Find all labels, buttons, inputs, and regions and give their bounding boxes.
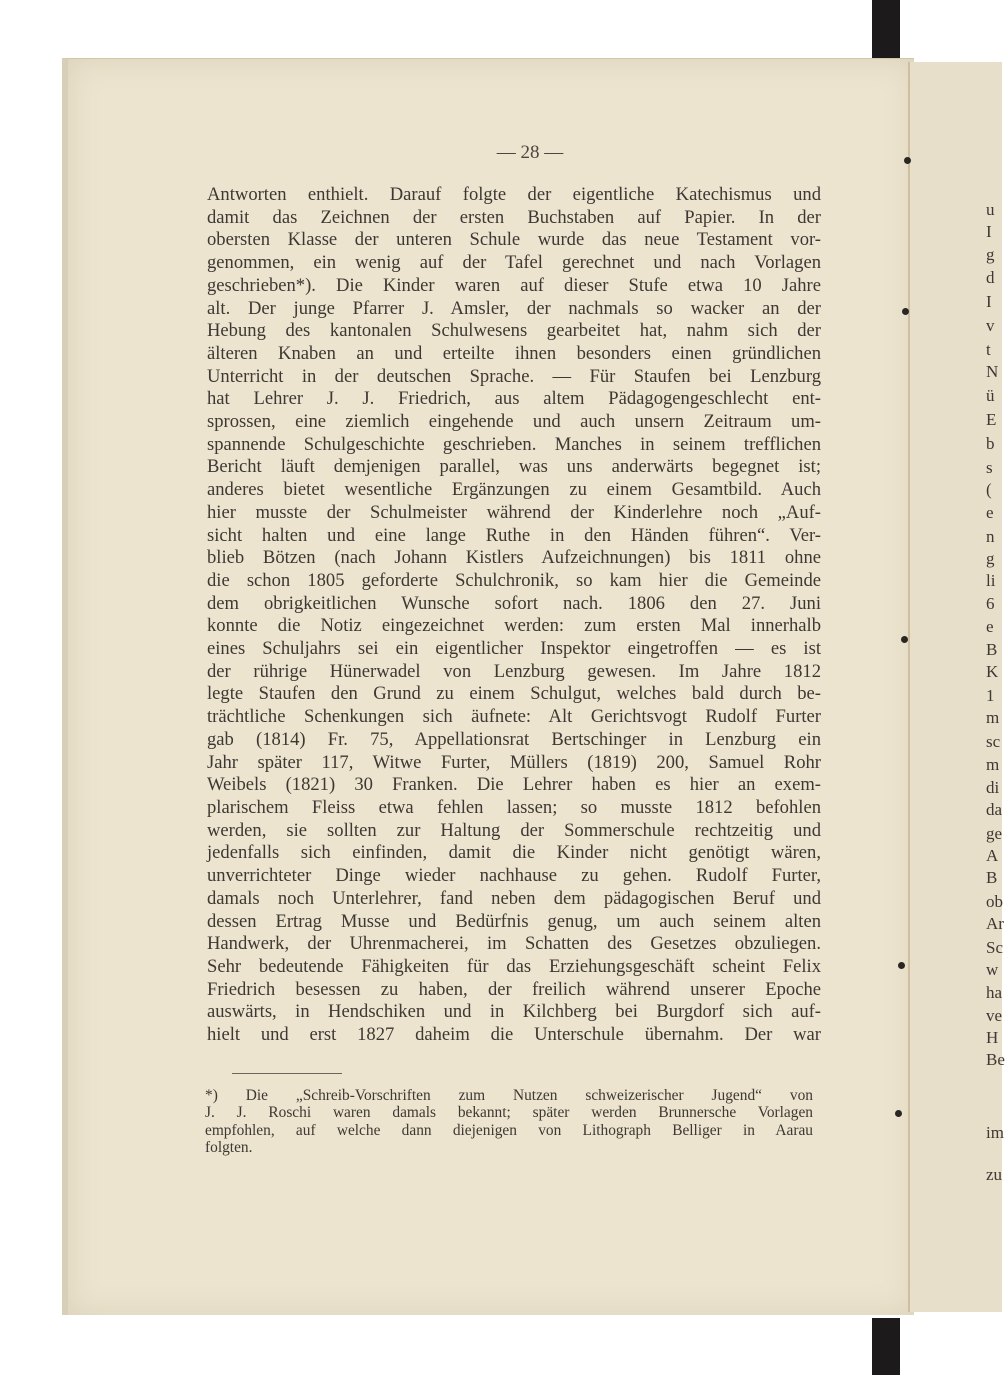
text-line: hier musste der Schulmeister während der Kinderlehre noch „Auf-: [207, 501, 821, 523]
text-line: Bericht läuft demjenigen parallel, was uns anderwärts begegnet ist;: [207, 456, 821, 478]
text-line: Weibels (1821) 30 Franken. Die Lehrer haben es hier an exem-: [207, 774, 821, 796]
text-line: spannende Schulgeschichte geschrieben. Manches in seinem trefflichen: [207, 433, 821, 455]
facing-page-fragment: I: [986, 292, 992, 311]
footnote-rule: [232, 1073, 342, 1074]
text-line: Sehr bedeutende Fähigkeiten für das Erziehungsgeschäft scheint Felix: [207, 955, 821, 977]
facing-page-fragment: Sc: [986, 938, 1003, 957]
facing-page-fragment: ü: [986, 386, 995, 405]
text-line: alt. Der junge Pfarrer J. Amsler, der nachmals so wacker an der: [207, 297, 821, 319]
text-line: geschrieben*). Die Kinder waren auf dieser Stufe etwa 10 Jahre: [207, 274, 821, 296]
text-line: konnte die Notiz eingezeichnet werden: zum ersten Mal innerhalb: [207, 615, 821, 637]
facing-page-fragment: m: [986, 755, 1000, 774]
facing-page-fragment: n: [986, 527, 995, 546]
facing-page-fragment: w: [986, 960, 999, 979]
footnote-line: empfohlen, auf welche dann diejenigen von Lithograph Belliger in Aarau: [205, 1121, 813, 1139]
text-line: unverrichteter Dinge wieder nachhause zu gehen. Rudolf Furter,: [207, 865, 821, 887]
facing-page-fragment: zu: [986, 1165, 1003, 1184]
text-line: Friedrich besessen zu haben, der freilich während unserer Epoche: [207, 978, 821, 1000]
facing-page-fragment: (: [986, 480, 992, 499]
binding-strip-top: [872, 0, 900, 62]
text-line: dessen Ertrag Musse und Bedürfnis genug, um auch seinem alten: [207, 910, 821, 932]
facing-page-fragment: E: [986, 410, 997, 429]
binding-hole-mark: [901, 636, 908, 643]
text-line: jedenfalls sich einfinden, damit die Kinder nicht genötigt wären,: [207, 842, 821, 864]
text-line: sicht halten und eine lange Ruthe in den Händen führen“. Ver-: [207, 524, 821, 546]
facing-page-fragment: ha: [986, 983, 1003, 1002]
text-line: plarischem Fleiss etwa fehlen lassen; so musste 1812 befohlen: [207, 796, 821, 818]
facing-page-fragment: Be: [986, 1050, 1005, 1069]
facing-page-fragment: d: [986, 268, 995, 287]
facing-page-fragment: sc: [986, 732, 1001, 751]
text-line: hat Lehrer J. J. Friedrich, aus altem Pädagogengeschlecht ent-: [207, 388, 821, 410]
footnote-line: folgten.: [205, 1138, 253, 1156]
text-line: Hebung des kantonalen Schulwesens gearbeitet hat, nahm sich der: [207, 320, 821, 342]
text-line: dem obrigkeitlichen Wunsche sofort nach. 1806 den 27. Juni: [207, 592, 821, 614]
facing-page-fragment: 1: [986, 686, 995, 705]
facing-page-fragment: A: [986, 846, 999, 865]
text-line: Unterricht in der deutschen Sprache. — Für Staufen bei Lenzburg: [207, 365, 821, 387]
facing-page-fragment: N: [986, 362, 999, 381]
facing-page-fragment: Ar: [986, 914, 1004, 933]
binding-hole-mark: [898, 962, 905, 969]
footnote-line: J. J. Roschi waren damals bekannt; später werden Brunnersche Vorlagen: [205, 1104, 813, 1122]
text-line: damals noch Unterlehrer, fand neben dem pädagogischen Beruf und: [207, 887, 821, 909]
facing-page-fragment: e: [986, 617, 994, 636]
facing-page-fragment: B: [986, 868, 998, 887]
facing-page-fragment: v: [986, 316, 995, 335]
text-line: blieb Bötzen (nach Johann Kistlers Aufzeichnungen) bis 1811 ohne: [207, 547, 821, 569]
text-line: Handwerk, der Uhrenmacherei, im Schatten des Gesetzes obzuliegen.: [207, 933, 821, 955]
footnote-line: *) Die „Schreib-Vorschriften zum Nutzen schweizerischer Jugend“ von: [205, 1087, 813, 1104]
facing-page-fragment: u: [986, 200, 995, 219]
binding-hole-mark: [904, 157, 911, 164]
text-line: sprossen, eine ziemlich eingehende und auch unsern Zeitraum um-: [207, 411, 821, 433]
facing-page-fragment: g: [986, 245, 995, 264]
facing-page-fragment: B: [986, 640, 998, 659]
text-line: älteren Knaben an und erteilte ihnen besonders einen gründlichen: [207, 342, 821, 364]
text-line: genommen, ein wenig auf der Tafel gerechnet und nach Vorlagen: [207, 252, 821, 274]
text-line: auswärts, in Hendschiken und in Kilchberg bei Burgdorf sich auf-: [207, 1001, 821, 1023]
text-line: obersten Klasse der unteren Schule wurde das neue Testament vor-: [207, 229, 821, 251]
facing-page-fragment: di: [986, 778, 1000, 797]
facing-page-fragment: ob: [986, 892, 1003, 911]
text-line: der rührige Hünerwadel von Lenzburg gewesen. Im Jahre 1812: [207, 660, 821, 682]
text-line: werden, sie sollten zur Haltung der Sommerschule rechtzeitig und: [207, 819, 821, 841]
facing-page-fragment: t: [986, 340, 991, 359]
text-line: damit das Zeichnen der ersten Buchstaben auf Papier. In der: [207, 206, 821, 228]
body-text: [207, 184, 821, 1047]
facing-page-fragment: g: [986, 549, 995, 568]
facing-page-fragment: s: [986, 458, 993, 477]
facing-page-fragment: da: [986, 800, 1003, 819]
text-line: die schon 1805 geforderte Schulchronik, so kam hier die Gemeinde: [207, 569, 821, 591]
binding-strip-bottom: [872, 1318, 900, 1375]
footnote: [205, 1087, 813, 1156]
text-line: gab (1814) Fr. 75, Appellationsrat Bertschinger in Lenzburg ein: [207, 728, 821, 750]
text-line: trächtliche Schenkungen sich äufnete: Alt Gerichtsvogt Rudolf Furter: [207, 706, 821, 728]
text-line: hielt und erst 1827 daheim die Unterschule übernahm. Der war: [207, 1024, 821, 1046]
facing-page-fragment: I: [986, 222, 992, 241]
facing-page-fragment: H: [986, 1028, 999, 1047]
facing-page-fragment: e: [986, 503, 994, 522]
facing-page-fragment: b: [986, 434, 995, 453]
facing-page-fragment: 6: [986, 594, 995, 613]
text-line: legte Staufen den Grund zu einem Schulgut, welches bald durch be-: [207, 683, 821, 705]
page-number: — 28 —: [496, 142, 564, 163]
text-line: Jahr später 117, Witwe Furter, Müllers (1819) 200, Samuel Rohr: [207, 751, 821, 773]
binding-hole-mark: [895, 1110, 902, 1117]
text-line: eines Schuljahrs sei ein eigentlicher Inspektor eingetroffen — es ist: [207, 638, 821, 660]
facing-page-fragment: li: [986, 571, 996, 590]
facing-page-fragment: im: [986, 1123, 1004, 1142]
text-line: Antworten enthielt. Darauf folgte der eigentliche Katechismus und: [207, 184, 821, 205]
facing-page-fragment: K: [986, 662, 999, 681]
binding-hole-mark: [902, 308, 909, 315]
facing-page-fragment: m: [986, 708, 1000, 727]
facing-page-fragment: ve: [986, 1006, 1003, 1025]
text-line: anderes bietet wesentliche Ergänzungen zu einem Gesamtbild. Auch: [207, 479, 821, 501]
facing-page-fragment: ge: [986, 824, 1003, 843]
